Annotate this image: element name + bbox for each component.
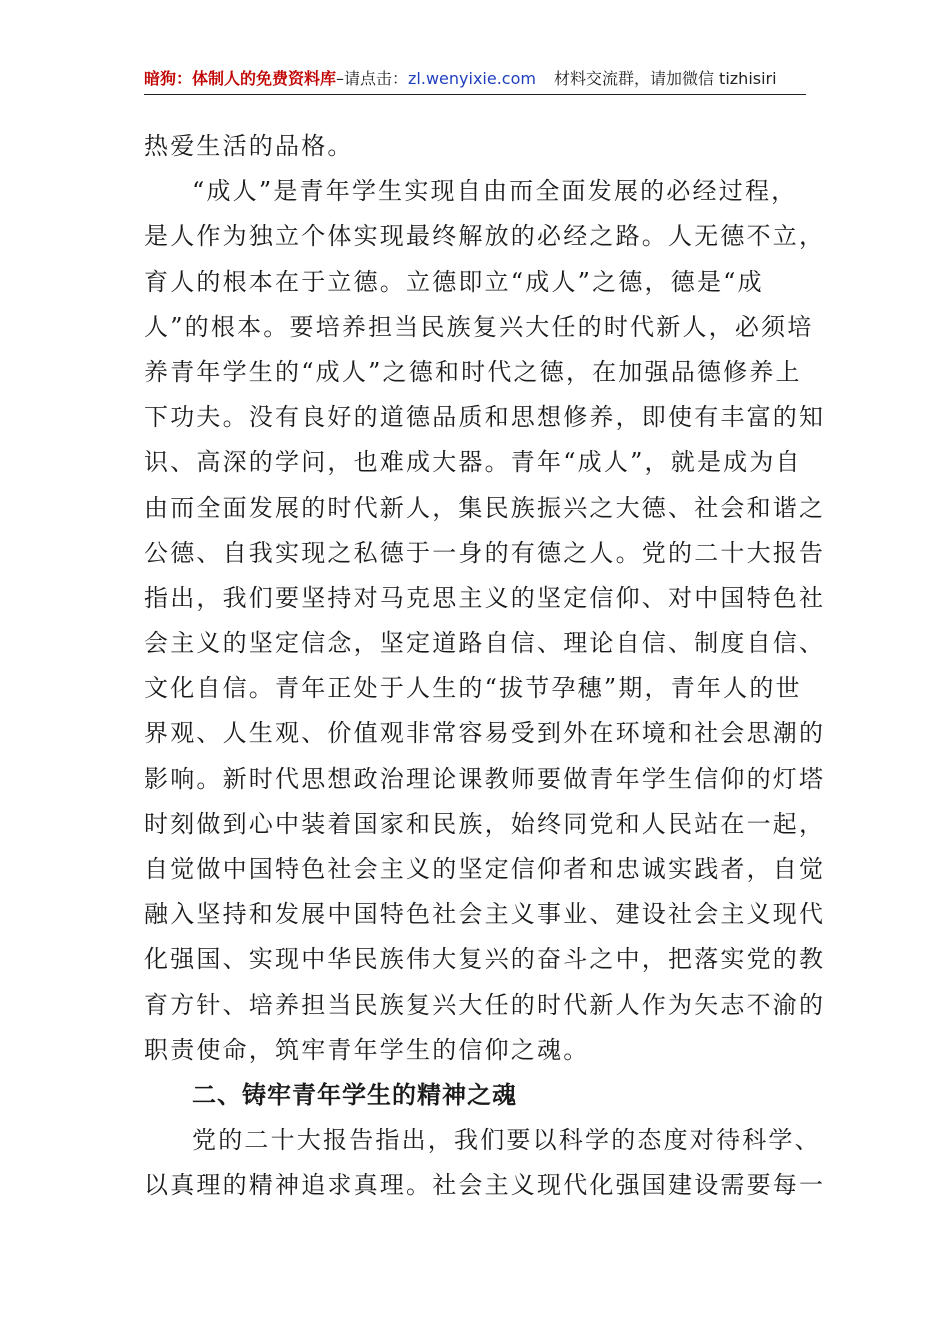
paragraph-line: 下功夫。没有良好的道德品质和思想修养，即使有丰富的知	[144, 403, 826, 432]
site-name: 暗狗：体制人的免费资料库	[144, 69, 337, 88]
paragraph-line: 以真理的精神追求真理。社会主义现代化强国建设需要每一	[144, 1171, 826, 1200]
document-body	[144, 124, 826, 1209]
paragraph-line: 人”的根本。要培养担当民族复兴大任的时代新人，必须培	[144, 312, 814, 341]
paragraph-line: 自觉做中国特色社会主义的坚定信仰者和忠诚实践者，自觉	[144, 855, 826, 883]
wechat-note: 材料交流群，请加微信 tizhisiri	[553, 69, 777, 88]
click-prompt: –请点击：	[336, 69, 409, 88]
section-heading: 二、铸牢青年学生的精神之魂	[192, 1080, 517, 1109]
paragraph-line: 养青年学生的“成人”之德和时代之德，在加强品德修养上	[144, 357, 802, 386]
paragraph-line: 指出，我们要坚持对马克思主义的坚定信仰、对中国特色社	[144, 583, 826, 612]
paragraph-line: 是人作为独立个体实现最终解放的必经之路。人无德不立，	[144, 222, 826, 251]
paragraph-line: 职责使命，筑牢青年学生的信仰之魂。	[144, 1035, 590, 1064]
paragraph-line: 由而全面发展的时代新人，集民族振兴之大德、社会和谐之	[144, 493, 826, 522]
paragraph-line: 育方针、培养担当民族复兴大任的时代新人作为矢志不渝的	[144, 990, 826, 1019]
paragraph-line: 影响。新时代思想政治理论课教师要做青年学生信仰的灯塔	[144, 764, 826, 793]
paragraph-line: 会主义的坚定信念，坚定道路自信、理论自信、制度自信、	[144, 629, 826, 658]
paragraph-line: “成人”是青年学生实现自由而全面发展的必经过程，	[192, 177, 798, 206]
paragraph-line: 党的二十大报告指出，我们要以科学的态度对待科学、	[192, 1126, 821, 1155]
paragraph-line: 时刻做到心中装着国家和民族，始终同党和人民站在一起，	[144, 809, 826, 838]
paragraph-line: 识、高深的学问，也难成大器。青年“成人”，就是成为自	[144, 448, 802, 477]
paragraph-line: 公德、自我实现之私德于一身的有德之人。党的二十大报告	[144, 538, 826, 567]
paragraph-line: 文化自信。青年正处于人生的“拔节孕穗”期，青年人的世	[144, 674, 802, 703]
paragraph-line: 热爱生活的品格。	[144, 132, 354, 160]
paragraph-line: 融入坚持和发展中国特色社会主义事业、建设社会主义现代	[144, 900, 826, 929]
paragraph-line: 化强国、实现中华民族伟大复兴的奋斗之中，把落实党的教	[144, 945, 826, 974]
site-url-link[interactable]: zl.wenyixie.com	[408, 69, 536, 88]
paragraph-line: 界观、人生观、价值观非常容易受到外在环境和社会思潮的	[144, 719, 826, 748]
page-header	[144, 64, 806, 95]
paragraph-line: 育人的根本在于立德。立德即立“成人”之德，德是“成	[144, 267, 764, 296]
